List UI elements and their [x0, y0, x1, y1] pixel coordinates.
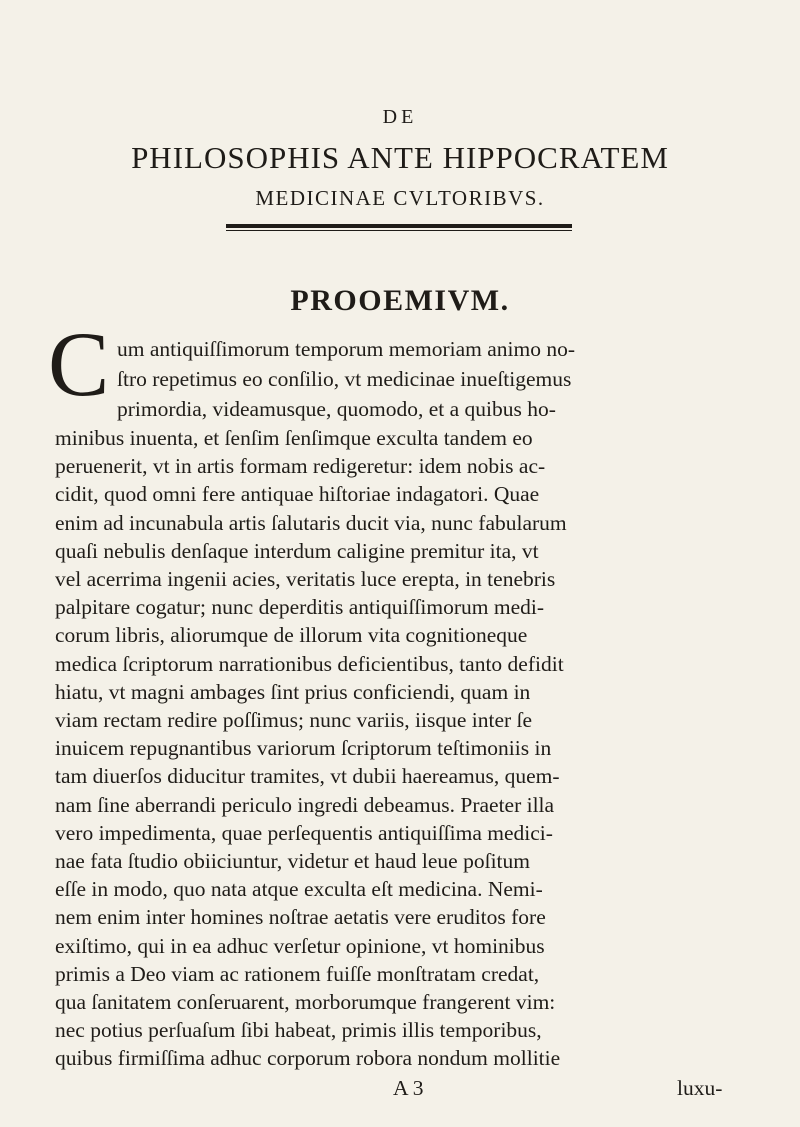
section-heading: PROOEMIVM.: [290, 284, 510, 317]
text-line: nae fata ſtudio obiiciuntur, videtur et haud leue poſitum: [55, 849, 530, 873]
catchword: luxu-: [677, 1075, 723, 1100]
rule-thin-line: [226, 230, 572, 231]
text-line: nem enim inter homines noſtrae aetatis vere eruditos fore: [55, 905, 546, 930]
rule-thick-line: [226, 224, 572, 228]
text-line: peruenerit, vt in artis formam redigeretur: idem nobis ac-: [55, 454, 546, 479]
text-line: exiſtimo, qui in ea adhuc verſetur opinione, vt hominibus: [55, 933, 545, 958]
text-line: primordia, videamusque, quomodo, et a quibus ho-: [117, 397, 556, 421]
text-line: nec potius perſuaſum ſibi habeat, primis illis temporibus,: [55, 1018, 542, 1043]
signature-mark: A 3: [393, 1075, 424, 1100]
text-line: vero impedimenta, quae perſequentis antiquiſſima medici-: [55, 820, 553, 845]
text-line: um antiquiſſimorum temporum memoriam animo no-: [117, 337, 575, 361]
text-line: enim ad incunabula artis ſalutaris ducit via, nunc fabularum: [55, 510, 567, 535]
text-line: primis a Deo viam ac rationem fuiſſe monſtratam credat,: [55, 961, 540, 986]
text-line: hiatu, vt magni ambages ſint prius conficiendi, quam in: [55, 679, 531, 704]
text-line: medica ſcriptorum narrationibus deficientibus, tanto defidit: [55, 651, 564, 676]
text-line: ſtro repetimus eo conſilio, vt medicinae inueſtigemus: [117, 367, 572, 391]
text-line: viam rectam redire poſſimus; nunc variis, iisque inter ſe: [55, 708, 533, 732]
text-line: nam ſine aberrandi periculo ingredi debeamus. Praeter illa: [55, 792, 555, 817]
text-line: vel acerrima ingenii acies, veritatis luce erepta, in tenebris: [55, 567, 556, 591]
text-line: tam diuerſos diducitur tramites, vt dubii haereamus, quem-: [55, 764, 560, 789]
page-title: PHILOSOPHIS ANTE HIPPOCRATEM: [131, 140, 669, 175]
ornamental-rule: [226, 224, 572, 232]
text-line: palpitare cogatur; nunc deperditis antiquiſſimorum medi-: [55, 595, 544, 620]
text-line: quibus firmiſſima adhuc corporum robora nondum mollitie: [55, 1046, 561, 1071]
text-line: eſſe in modo, quo nata atque exculta eſt medicina. Nemi-: [55, 877, 543, 902]
text-line: qua ſanitatem conſeruarent, morborumque frangerent vim:: [55, 990, 556, 1014]
text-line: inuicem repugnantibus variorum ſcriptorum teſtimoniis in: [55, 736, 552, 761]
drop-cap: C: [48, 313, 110, 415]
text-line: minibus inuenta, et ſenſim ſenſimque exculta tandem eo: [55, 426, 533, 450]
text-line: quaſi nebulis denſaque interdum caligine premitur ita, vt: [55, 538, 539, 563]
title-preposition: DE: [382, 106, 418, 128]
text-line: corum libris, aliorumque de illorum vita cognitioneque: [55, 623, 528, 648]
text-line: cidit, quod omni fere antiquae hiſtoriae indagatori. Quae: [55, 482, 540, 507]
page-subtitle: MEDICINAE CVLTORIBVS.: [255, 186, 545, 210]
